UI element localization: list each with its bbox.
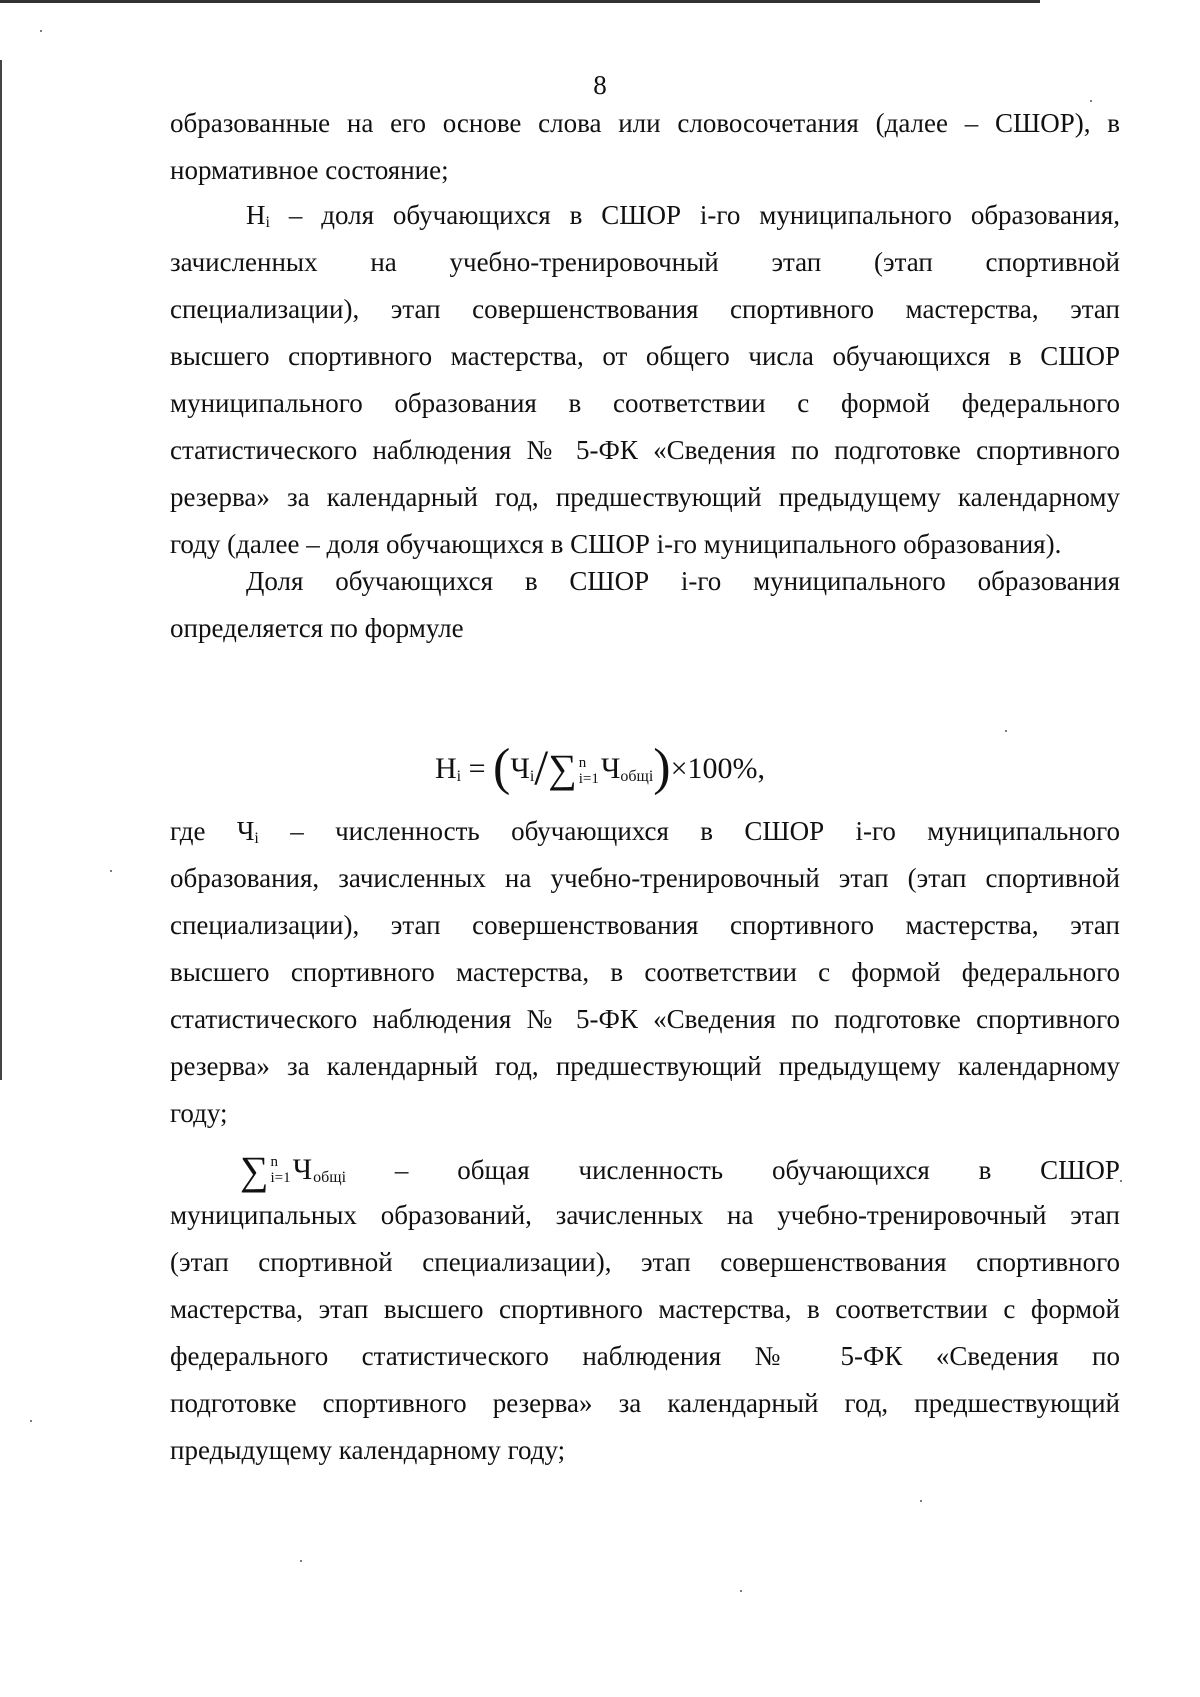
- text-line: определяется по формуле: [170, 613, 464, 643]
- text-line: высшего спортивного мастерства, в соответствии с формой федерального: [170, 957, 1120, 987]
- formula-denominator: Ч: [600, 752, 621, 785]
- sum-limits: n i=1: [270, 1154, 291, 1186]
- page-number: 8: [593, 70, 607, 100]
- sigma-symbol: ∑: [548, 746, 577, 791]
- paragraph-formula-intro: [170, 558, 1120, 652]
- text-line: резерва» за календарный год, предшествующий предыдущему календарному: [170, 482, 1120, 512]
- text-line: федерального статистического наблюдения № 5-ФК «Сведения по: [170, 1341, 1120, 1371]
- sum-definition-line: ∑ n i=1 Ч общi – общая численность обучающихся в СШОР: [240, 1147, 1120, 1193]
- sum-limits: n i=1: [578, 755, 599, 788]
- text-line: специализации), этап совершенствования спортивного мастерства, этап: [170, 910, 1120, 940]
- paragraph-definition-sum: [170, 1192, 1120, 1474]
- text-line: муниципального образования в соответствии с формой федерального: [170, 388, 1120, 418]
- text-line: году (далее – доля обучающихся в СШОР i-го муниципального образования).: [170, 529, 1062, 559]
- scan-speck: [40, 30, 42, 32]
- sigma-symbol: ∑: [240, 1147, 269, 1193]
- symbol-h: Н: [246, 200, 266, 230]
- text-line: зачисленных на учебно-тренировочный этап (этап спортивной: [170, 247, 1120, 277]
- sum-expression: ∑ n i=1 Ч общi: [240, 1147, 347, 1193]
- paragraph-definition-ch: [170, 808, 1120, 1137]
- scan-speck: [1005, 730, 1007, 732]
- text-line: высшего спортивного мастерства, от общего числа обучающихся в СШОР: [170, 341, 1120, 371]
- text-line: году;: [170, 1098, 228, 1128]
- close-paren: ): [653, 739, 671, 796]
- text-line: резерва» за календарный год, предшествующий предыдущему календарному: [170, 1051, 1120, 1081]
- scan-speck: [1090, 100, 1092, 102]
- scan-speck: [740, 1590, 742, 1592]
- formula-numerator: Ч: [510, 752, 530, 785]
- paragraph-definition-h: [170, 192, 1120, 568]
- text-line: где $Ч_i$ – численность обучающихся в СШОР i-го муниципального: [170, 816, 1120, 847]
- symbol-subscript: i: [265, 214, 270, 231]
- text-line: Доля обучающихся в СШОР i-го муниципального образования: [246, 566, 1120, 596]
- division-slash: /: [534, 739, 549, 795]
- scan-artifact-left-edge: [0, 60, 2, 1080]
- text-line: (этап спортивной специализации), этап совершенствования спортивного: [170, 1247, 1120, 1277]
- text-line: образования, зачисленных на учебно-тренировочный этап (этап спортивной: [170, 863, 1120, 893]
- text-line: мастерства, этап высшего спортивного мастерства, в соответствии с формой: [170, 1294, 1120, 1324]
- scan-speck: [110, 870, 112, 872]
- open-paren: (: [493, 739, 511, 796]
- text-line: нормативное состояние;: [170, 155, 449, 185]
- formula: $Н_i = (Ч_i/\sum$ n i=1 $Ч_{общi})\times 100\%$,: [434, 739, 766, 796]
- paragraph-continuation: [170, 100, 1120, 194]
- text-line: предыдущему календарному году;: [170, 1435, 566, 1465]
- text-line: образованные на его основе слова или словосочетания (далее – СШОР), в: [170, 108, 1120, 138]
- text-line: подготовке спортивного резерва» за календарный год, предшествующий: [170, 1388, 1120, 1418]
- text-line: статистического наблюдения № 5-ФК «Сведения по подготовке спортивного: [170, 1004, 1120, 1034]
- scan-artifact-top-line: [0, 0, 1040, 3]
- scan-speck: [300, 1560, 302, 1562]
- text-line: статистического наблюдения № 5-ФК «Сведения по подготовке спортивного: [170, 435, 1120, 465]
- formula-multiplier: ×100%,: [670, 752, 766, 785]
- text-line: $Н_i$ – доля обучающихся в СШОР i-го муниципального образования,: [246, 200, 1120, 231]
- formula-lhs: Н: [434, 752, 457, 785]
- text-line: муниципальных образований, зачисленных на учебно-тренировочный этап: [170, 1200, 1120, 1230]
- scan-speck: [30, 1420, 32, 1422]
- text-line: специализации), этап совершенствования спортивного мастерства, этап: [170, 294, 1120, 324]
- scan-speck: [1120, 1180, 1122, 1182]
- scan-speck: [920, 1500, 922, 1502]
